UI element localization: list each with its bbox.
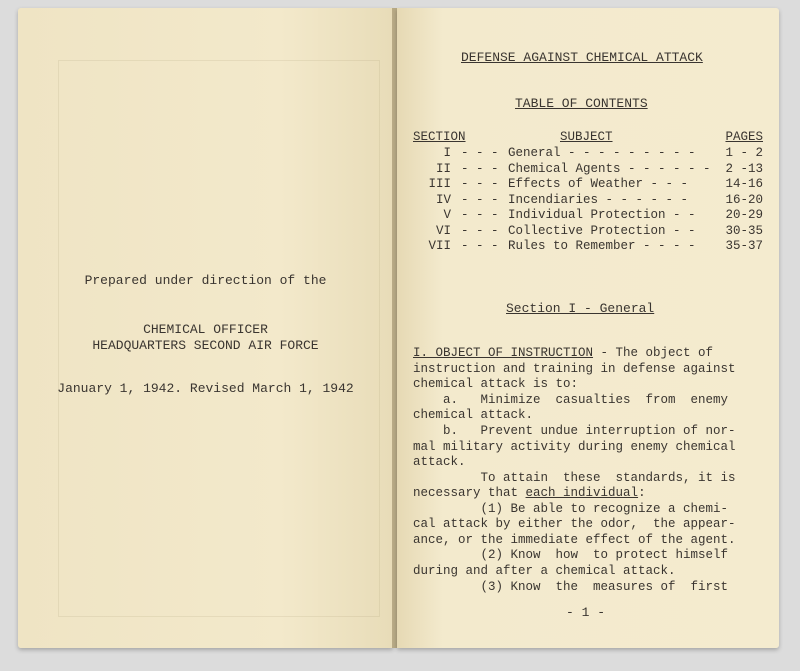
body-line: (2) Know how to protect himself — [413, 548, 729, 563]
toc-row — [413, 193, 763, 208]
section-heading: Section I - General — [506, 301, 655, 316]
body-line: (1) Be able to recognize a chemi- — [413, 501, 729, 516]
body-line: chemical attack. — [413, 408, 534, 423]
body-line: (3) Know the measures of first — [413, 579, 729, 594]
toc-row — [413, 177, 763, 192]
toc-row — [413, 208, 763, 223]
body-line: mal military activity during enemy chemical — [413, 439, 736, 454]
toc-pages: 35-37 — [725, 239, 763, 253]
toc-section-number: III — [428, 177, 451, 191]
body-line: attack. — [413, 455, 466, 470]
toc-section-number: I — [443, 146, 451, 160]
toc-pages: 14-16 — [725, 177, 763, 191]
toc-subject: Chemical Agents - - - - - - — [508, 161, 711, 176]
toc-section-number: V — [443, 208, 451, 222]
body-line: during and after a chemical attack. — [413, 563, 676, 578]
toc-title: TABLE OF CONTENTS — [515, 96, 648, 111]
toc-row — [413, 162, 763, 177]
toc-dashes: - - - — [461, 161, 499, 176]
each-suffix: : — [638, 486, 646, 500]
toc-header-section: SECTION — [413, 130, 466, 144]
toc-header-pages: PAGES — [725, 130, 763, 144]
toc-dashes: - - - — [461, 177, 499, 191]
toc-subject: Rules to Remember - - - - — [508, 239, 696, 253]
object-heading: I. OBJECT OF INSTRUCTION — [413, 346, 594, 360]
toc-dashes: - - - — [461, 192, 499, 207]
toc-dashes: - - - — [461, 146, 499, 160]
body-line: To attain these standards, it is — [413, 470, 736, 485]
toc-section-number: VII — [428, 239, 451, 253]
toc-dashes: - - - — [461, 208, 499, 222]
toc-pages: 20-29 — [725, 208, 763, 222]
toc-subject: General - - - - - - - - - — [508, 146, 696, 160]
booklet — [18, 8, 788, 663]
toc-pages: 2 -13 — [725, 161, 763, 176]
left-page — [18, 8, 393, 648]
toc-subject: Incendiaries - - - - - - — [508, 192, 689, 207]
headquarters-line: HEADQUARTERS SECOND AIR FORCE — [92, 338, 319, 353]
toc-table — [413, 130, 763, 270]
toc-row — [413, 239, 763, 254]
right-page — [397, 8, 779, 648]
body-line: b. Prevent undue interruption of nor- — [413, 423, 736, 438]
toc-section-number: IV — [435, 192, 451, 207]
toc-pages: 1 - 2 — [725, 146, 763, 160]
toc-pages: 16-20 — [725, 192, 763, 207]
each-individual-line — [413, 486, 745, 500]
toc-row — [413, 146, 763, 161]
toc-header-subject: SUBJECT — [560, 130, 613, 144]
object-heading-rest: - The object of — [593, 346, 714, 360]
body-line: chemical attack is to: — [413, 377, 579, 392]
page-number: - 1 - — [566, 605, 606, 620]
toc-subject: Individual Protection - - — [508, 208, 696, 222]
object-of-instruction-line — [413, 346, 745, 360]
date-line: January 1, 1942. Revised March 1, 1942 — [57, 381, 354, 396]
body-line: cal attack by either the odor, the appear- — [413, 517, 736, 532]
body-line: a. Minimize casualties from enemy — [413, 392, 729, 407]
toc-section-number: II — [435, 161, 451, 176]
each-prefix: necessary that — [413, 486, 526, 500]
toc-row — [413, 224, 763, 239]
toc-subject: Collective Protection - - — [508, 223, 696, 238]
body-line: instruction and training in defense against — [413, 361, 736, 376]
toc-subject: Effects of Weather - - - — [508, 177, 689, 191]
each-individual: each individual — [525, 486, 639, 500]
document-title: DEFENSE AGAINST CHEMICAL ATTACK — [461, 50, 703, 65]
body-line: ance, or the immediate effect of the agent. — [413, 532, 736, 547]
toc-header-row — [413, 130, 763, 145]
prepared-line: Prepared under direction of the — [84, 273, 327, 288]
toc-dashes: - - - — [461, 239, 499, 253]
toc-section-number: VI — [435, 223, 451, 238]
toc-dashes: - - - — [461, 223, 499, 238]
chemical-officer-line: CHEMICAL OFFICER — [143, 322, 268, 337]
toc-pages: 30-35 — [725, 223, 763, 238]
